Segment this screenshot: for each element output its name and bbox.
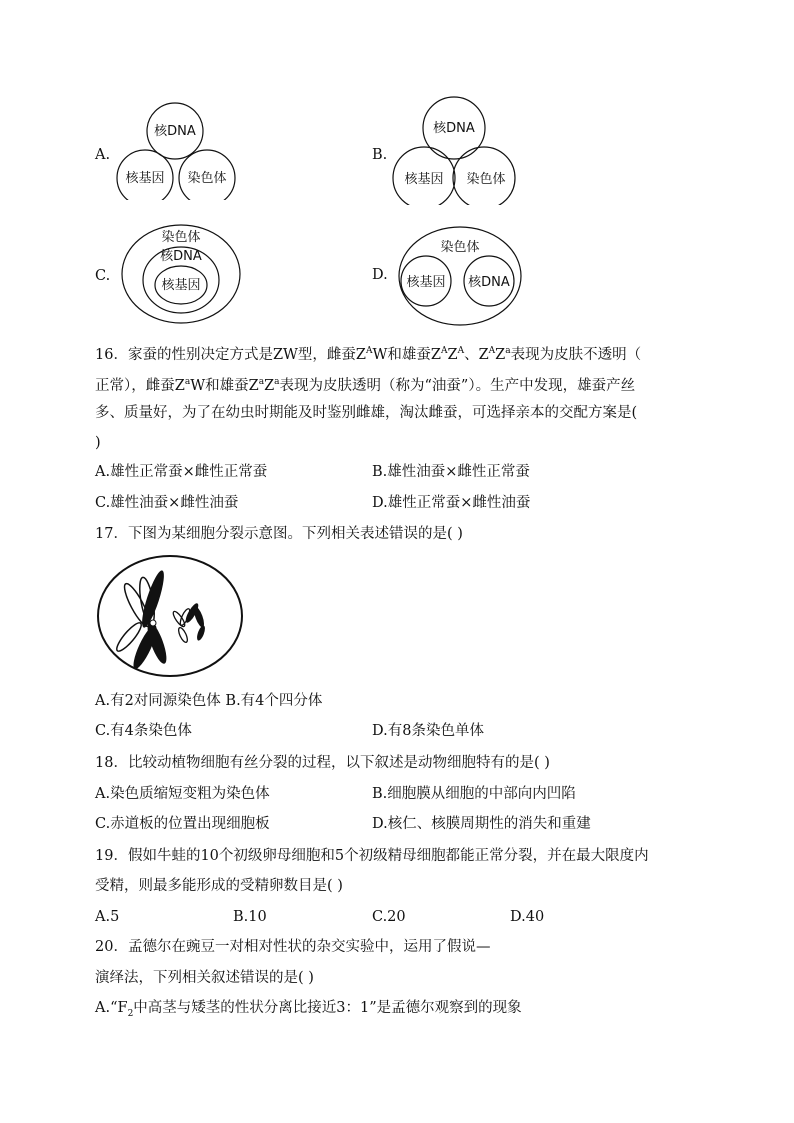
question-16-option-c[interactable]: C.雄性油蚕×雌性油蚕 [95,495,239,511]
question-16-line1: 16．家蚕的性别决定方式是ZW型，雌蚕$Z^AW$和雄蚕$Z^AZ^A$、$Z^AZ^a$表现为皮肤不透明（ [95,346,642,363]
cell-division-figure [95,553,245,679]
label-nuclear-dna: 核DNA [433,121,475,136]
label-nuclear-gene: 核基因 [161,278,201,293]
label-chromosome: 染色体 [466,172,506,187]
question-18-option-d[interactable]: D.核仁、核膜周期性的消失和重建 [372,816,591,832]
question-16-option-b[interactable]: B.雄性油蚕×雌性正常蚕 [372,464,530,480]
question-16-line2: 正常），雌蚕$Z^aW$和雄蚕$Z^aZ^a$表现为皮肤透明（称为“油蚕”）。生产中发现，雄蚕产丝 [95,377,636,394]
question-19-option-d[interactable]: D.40 [510,909,545,925]
venn-diagram-b [390,95,530,205]
option-c-label: C. [95,268,111,284]
question-18-option-b[interactable]: B.细胞膜从细胞的中部向内凹陷 [372,786,576,802]
label-chromosome: 染色体 [440,240,480,255]
venn-diagram-d [396,224,524,328]
question-20-line1: 20．孟德尔在豌豆一对相对性状的杂交实验中，运用了假说— [95,939,491,955]
label-nuclear-gene: 核基因 [406,275,446,290]
question-16-option-d[interactable]: D.雄性正常蚕×雌性油蚕 [372,495,531,511]
question-20-line2: 演绎法，下列相关叙述错误的是( ) [95,970,314,986]
question-17-option-c[interactable]: C.有4条染色体 [95,723,192,739]
label-nuclear-dna: 核DNA [468,275,510,290]
large-chromosome-pair [114,569,171,672]
cell-membrane [98,556,242,676]
venn-diagram-c [118,222,244,326]
small-chromosome-pair [171,602,206,644]
label-nuclear-dna: 核DNA [160,249,202,264]
question-18-option-a[interactable]: A.染色质缩短变粗为染色体 [95,786,270,802]
question-17-stem: 17．下图为某细胞分裂示意图。下列相关表述错误的是( ) [95,526,463,542]
label-chromosome: 染色体 [161,230,201,245]
option-d-label: D. [372,267,388,283]
question-19-line1: 19．假如牛蛙的10个初级卵母细胞和5个初级精母细胞都能正常分裂，并在最大限度内 [95,848,649,864]
label-nuclear-gene: 核基因 [125,171,165,186]
question-16-line4: ) [95,435,101,451]
question-18-option-c[interactable]: C.赤道板的位置出现细胞板 [95,816,270,832]
option-a-label: A. [95,147,111,163]
question-19-option-c[interactable]: C.20 [372,909,406,925]
question-19-option-a[interactable]: A.5 [95,909,120,925]
question-18-stem: 18．比较动植物细胞有丝分裂的过程，以下叙述是动物细胞特有的是( ) [95,755,550,771]
question-17-option-ab[interactable]: A.有2对同源染色体 B.有4个四分体 [95,693,323,709]
question-20-option-a[interactable]: $A.“F_2$中高茎与矮茎的性状分离比接近3：1”是孟德尔观察到的现象 [95,1000,522,1019]
label-chromosome: 染色体 [187,171,227,186]
option-b-label: B. [372,147,388,163]
question-16-line3: 多、质量好，为了在幼虫时期能及时鉴别雌雄，淘汰雌蚕，可选择亲本的交配方案是( [95,405,638,421]
label-nuclear-dna: 核DNA [154,124,196,139]
question-19-line2: 受精，则最多能形成的受精卵数目是( ) [95,878,343,894]
question-17-option-d[interactable]: D.有8条染色单体 [372,723,484,739]
question-16-option-a[interactable]: A.雄性正常蚕×雌性正常蚕 [95,464,268,480]
venn-diagram-a [108,100,248,200]
question-19-option-b[interactable]: B.10 [233,909,267,925]
label-nuclear-gene: 核基因 [404,172,444,187]
